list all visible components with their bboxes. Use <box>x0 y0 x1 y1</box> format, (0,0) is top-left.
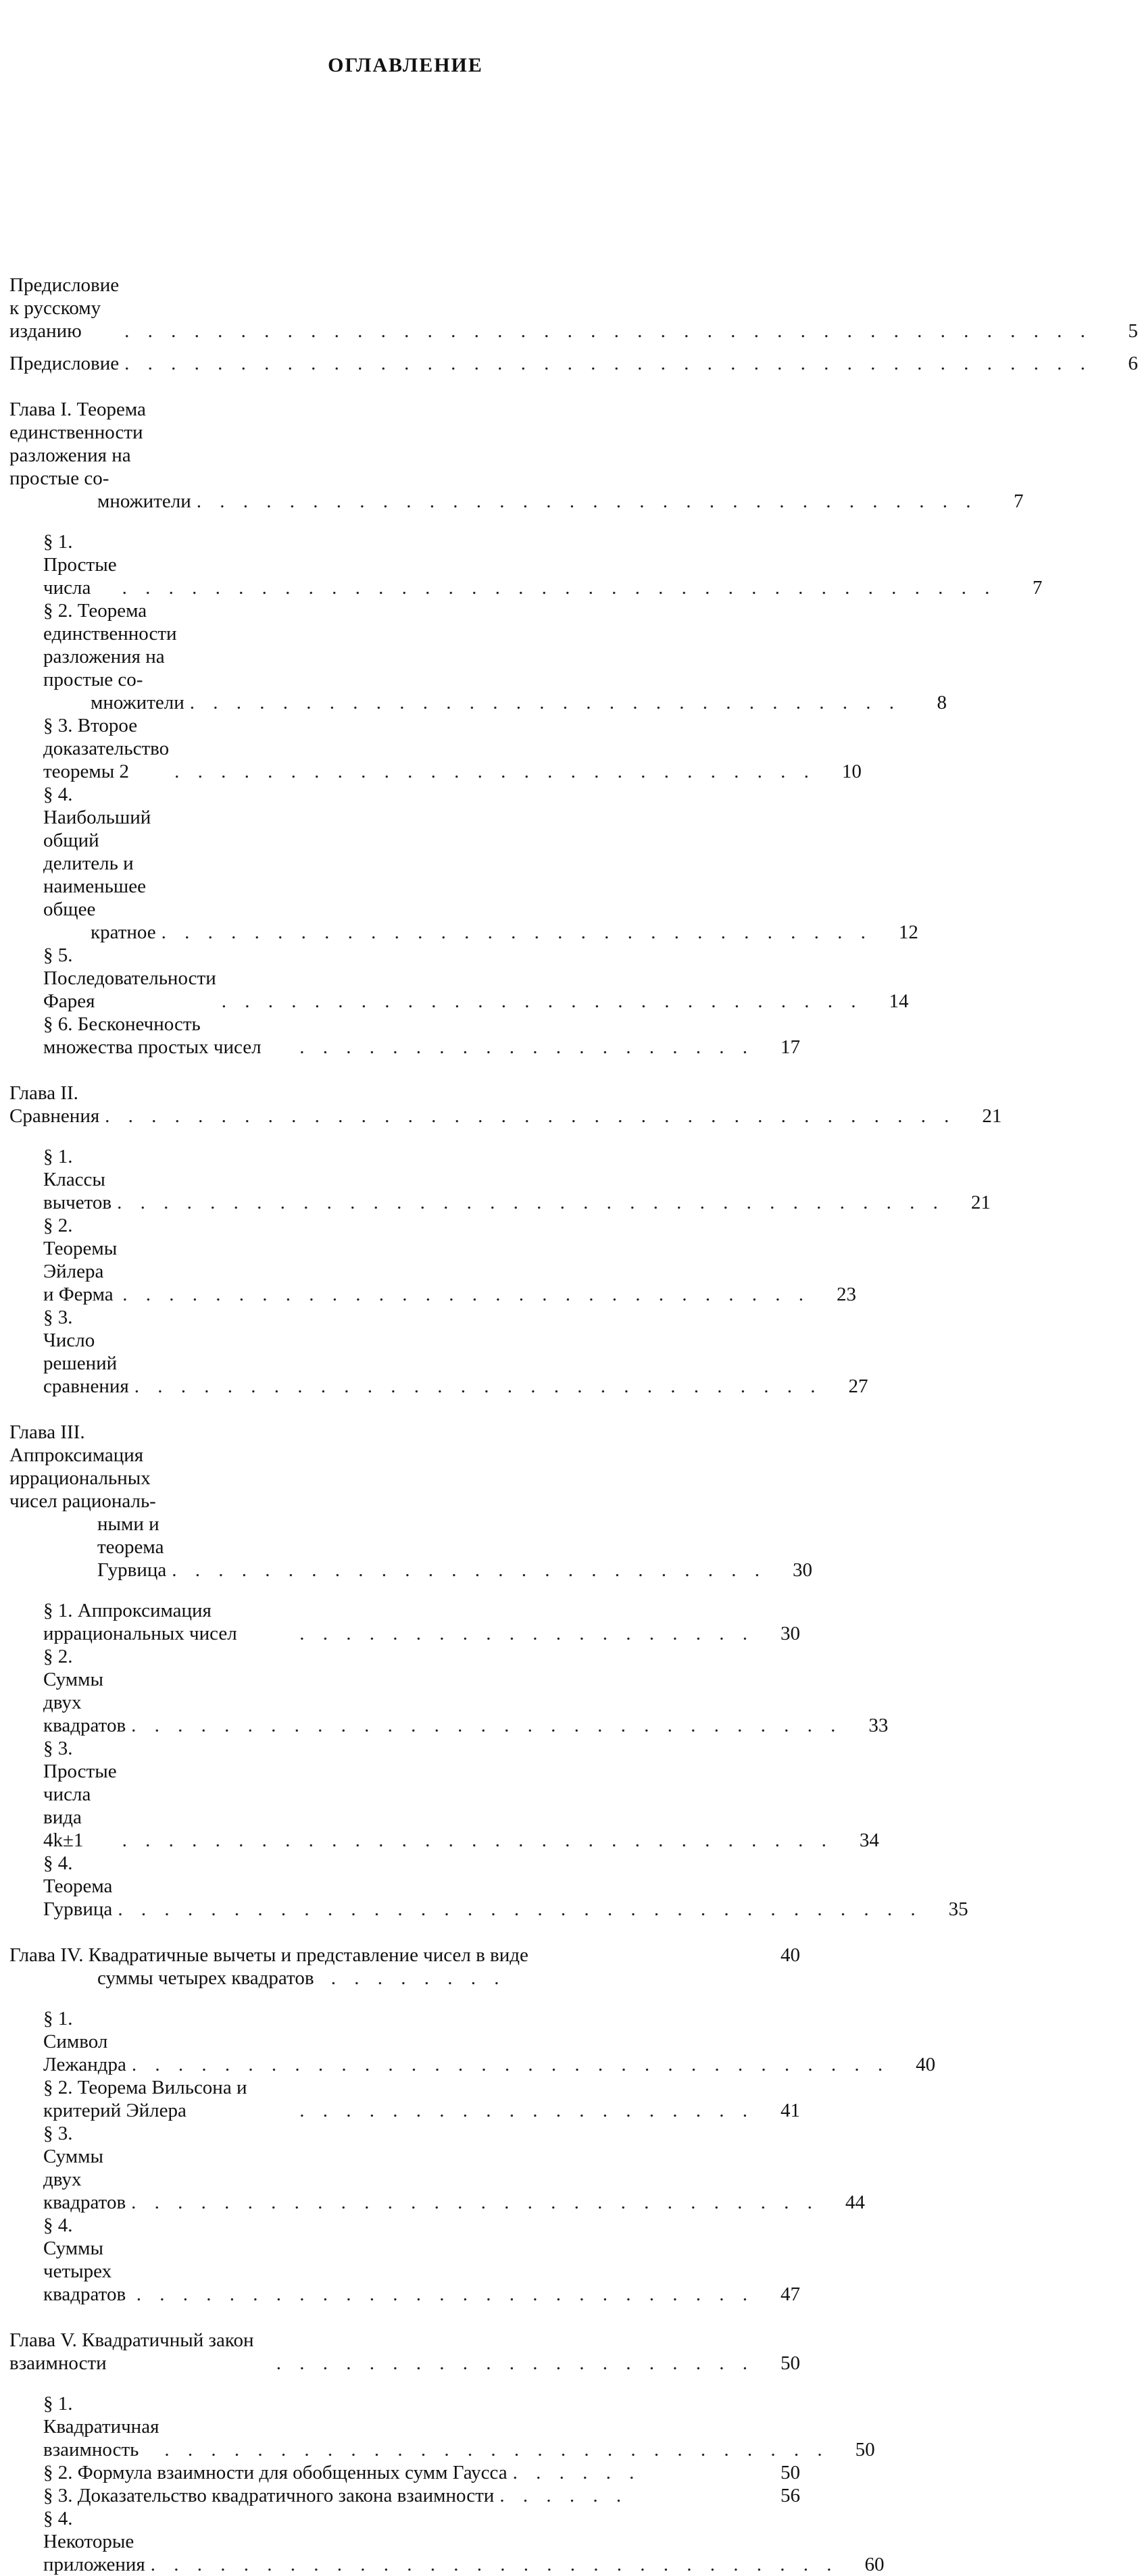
dot-leader: . . . . . . . . . . . . . . . . . . . . . . . . . . <box>172 1559 767 1581</box>
dot-leader: . . . . . . . . . . . . . . . . . . . . . . . . . . . . . . . . . . . . . . . . . . <box>124 353 1092 374</box>
toc-entry-preface <box>9 352 1138 375</box>
toc-section-5-1 <box>9 2392 875 2461</box>
toc-entry-label: § 4. Суммы четырех квадратов <box>43 2215 126 2305</box>
dot-leader: . . . . . . . . . . . . . . . . . . . . . <box>276 2352 754 2374</box>
toc-entry-page: 50 <box>781 2462 800 2483</box>
toc-section-1-6 <box>9 1013 800 1059</box>
dot-leader: . . . . . . . . . . . . . . . . . . . . . . . . . . . . . . . . . . <box>196 490 978 512</box>
toc-entry-page: 50 <box>855 2439 875 2460</box>
toc-section-5-3 <box>9 2484 800 2507</box>
toc-entry-page: 17 <box>781 1036 800 1058</box>
toc-chapter-5 <box>9 2329 800 2375</box>
toc-entry-page: 35 <box>948 1898 968 1920</box>
toc-entry-label-continued: кратное <box>91 921 156 943</box>
dot-leader: . . . . . . . . . . . . . . . . . . . . . . . . . . . . . . <box>150 2554 839 2575</box>
toc-entry-label: § 2. Теорема Вильсона и критерий Эйлера <box>43 2077 247 2121</box>
table-of-contents <box>9 274 1138 2576</box>
toc-entry-label-continued: множители <box>91 692 184 713</box>
dot-leader: . . . . . . . . . . . . . . . . . . . . . . . . . . . . . . . . . . . <box>118 1898 922 1920</box>
dot-leader: . . . . . . . . . . . . . . . . . . . . . . . . . . . . . . . <box>131 1715 843 1736</box>
toc-entry-page: 5 <box>1128 320 1138 342</box>
toc-entry-label-continued: ными и теорема Гурвица <box>97 1513 167 1581</box>
toc-entry-page: 40 <box>916 2054 936 2075</box>
dot-leader: . . . . . . . . . . . . . . . . . . . . . . . . . . . . . . <box>122 1284 810 1305</box>
toc-entry-page: 30 <box>793 1559 813 1581</box>
toc-entry-label: § 1. Символ Лежандра <box>43 2008 126 2075</box>
toc-entry-label: § 3. Простые числа вида 4k±1 <box>43 1738 117 1851</box>
dot-leader: . . . . . . . . . . . . . . . . . . . . . . . . . . . . <box>221 990 863 1012</box>
toc-entry-label: Предисловие к русскому изданию <box>9 274 120 342</box>
dot-leader: . . . . . . . . . . . . . . . . . . . . . . . . . . . . . <box>164 2439 829 2460</box>
toc-entry-label: § 2. Суммы двух квадратов <box>43 1646 126 1736</box>
dot-leader: . . . . . . . . . . . . . . . . . . . . . . . . . . . <box>136 2283 754 2305</box>
toc-entry-label: § 3. Второе доказательство теоремы 2 <box>43 715 170 782</box>
toc-entry-label-continued: суммы четырех квадратов <box>97 1967 314 1989</box>
toc-entry-page: 6 <box>1128 353 1138 374</box>
toc-entry-page: 21 <box>982 1105 1002 1127</box>
toc-section-4-2 <box>9 2076 800 2122</box>
dot-leader: . . . . . . . . . . . . . . . . . . . . . . . . . . . . . . . <box>189 692 901 713</box>
toc-entry-page: 34 <box>859 1829 879 1851</box>
toc-section-1-5 <box>9 944 909 1013</box>
toc-entry-label: § 2. Теоремы Эйлера и Ферма <box>43 1215 118 1305</box>
toc-entry-label: Глава I. Теорема единственности разложения на простые со- <box>9 399 146 489</box>
toc-entry-page: 30 <box>781 1623 800 1644</box>
toc-entry-label: § 2. Теорема единственности разложения на простые со- <box>43 600 177 690</box>
toc-chapter-2 <box>9 1082 1002 1128</box>
toc-entry-label: Предисловие <box>9 353 120 374</box>
toc-entry-page: 41 <box>781 2100 800 2121</box>
dot-leader: . . . . . . . . . . . . . . . . . . . . . . . . . . . . . . <box>131 2192 819 2213</box>
toc-chapter-4 <box>9 1944 800 1990</box>
toc-entry-page: 27 <box>848 1375 868 1397</box>
toc-entry-page: 21 <box>970 1192 991 1213</box>
toc-entry-label-continued: множители <box>97 490 191 512</box>
toc-section-5-2 <box>9 2461 800 2484</box>
toc-entry-label: § 6. Бесконечность множества простых чисел <box>43 1013 262 1058</box>
toc-entry-label: § 3. Суммы двух квадратов <box>43 2123 126 2213</box>
toc-chapter-1 <box>9 398 1024 513</box>
toc-entry-label: § 2. Формула взаимности для обобщенных сумм Гаусса <box>43 2462 508 2483</box>
dot-leader: . . . . . . . . . . . . . . . . . . . . . . . . . . . . <box>174 761 816 782</box>
page-title: ОГЛАВЛЕНИЕ <box>328 54 483 76</box>
toc-entry-page: 12 <box>898 921 918 943</box>
toc-entry-label: Глава II. Сравнения <box>9 1082 100 1127</box>
toc-entry-page: 47 <box>781 2283 800 2305</box>
toc-entry-label: Глава V. Квадратичный закон взаимности <box>9 2329 254 2374</box>
toc-entry-label: § 1. Простые числа <box>43 531 117 599</box>
toc-entry-label: § 4. Некоторые приложения <box>43 2508 145 2575</box>
dot-leader: . . . . . . . . . . . . . . . . . . . . . . . . . . . . . . . <box>161 921 872 943</box>
toc-section-1-2 <box>9 599 947 714</box>
toc-entry-page: 14 <box>889 990 909 1012</box>
dot-leader: . . . . . . <box>512 2462 641 2483</box>
dot-leader: . . . . . . . . . . . . . . . . . . . . . . . . . . . . . . <box>134 1375 822 1397</box>
toc-entry-page: 10 <box>841 761 862 782</box>
dot-leader: . . . . . . <box>499 2485 628 2506</box>
toc-entry-label: § 1. Квадратичная взаимность <box>43 2393 159 2460</box>
toc-entry-label: § 1. Аппроксимация иррациональных чисел <box>43 1600 237 1644</box>
toc-entry-label: Глава III. Аппроксимация иррациональных чисел рациональ- <box>9 1421 156 1512</box>
dot-leader: . . . . . . . . . . . . . . . . . . . . <box>299 1036 754 1058</box>
dot-leader: . . . . . . . . . . . . . . . . . . . . . . . . . . . . . . . . . <box>131 2054 890 2075</box>
dot-leader: . . . . . . . . . . . . . . . . . . . . . . . . . . . . . . . . . . . . . <box>105 1105 956 1127</box>
dot-leader: . . . . . . . . . . . . . . . . . . . . . . . . . . . . . . . . . . . . <box>117 1192 945 1213</box>
toc-entry-page: 44 <box>845 2192 865 2213</box>
dot-leader: . . . . . . . . . . . . . . . . . . . . . . . . . . . . . . . . . . . . . . <box>122 577 997 599</box>
toc-section-1-3 <box>9 714 862 783</box>
toc-section-1-4 <box>9 783 918 944</box>
toc-entry-label: § 4. Теорема Гурвица <box>43 1852 113 1920</box>
toc-chapter-3 <box>9 1421 813 1582</box>
toc-entry-label: § 3. Доказательство квадратичного закона взаимности <box>43 2485 495 2506</box>
toc-entry-label: § 5. Последовательности Фарея <box>43 944 216 1012</box>
toc-section-2-3 <box>9 1306 868 1398</box>
toc-entry-page: 23 <box>836 1284 856 1305</box>
toc-entry-page: 33 <box>868 1715 889 1736</box>
toc-section-3-3 <box>9 1737 879 1852</box>
toc-section-4-4 <box>9 2214 800 2306</box>
toc-entry-label: § 3. Число решений сравнения <box>43 1307 129 1397</box>
toc-entry-label: § 1. Классы вычетов <box>43 1146 112 1213</box>
toc-entry-label: Глава IV. Квадратичные вычеты и представление чисел в виде <box>9 1944 528 1966</box>
toc-section-4-3 <box>9 2122 865 2214</box>
toc-section-2-1 <box>9 1145 991 1214</box>
toc-entry-page: 7 <box>1014 490 1024 512</box>
toc-entry-page: 40 <box>781 1944 800 1966</box>
toc-entry-label: § 4. Наибольший общий делитель и наименьшее общее <box>43 784 151 920</box>
toc-section-3-1 <box>9 1599 800 1645</box>
toc-entry-preface-ru <box>9 274 1138 343</box>
toc-entry-page: 60 <box>864 2554 885 2575</box>
toc-entry-page: 50 <box>781 2352 800 2374</box>
dot-leader: . . . . . . . . <box>319 1967 506 1989</box>
dot-leader: . . . . . . . . . . . . . . . . . . . . <box>299 2100 754 2121</box>
dot-leader: . . . . . . . . . . . . . . . . . . . . . . . . . . . . . . . . . . . . . . . . . . <box>124 320 1092 342</box>
toc-section-5-4 <box>9 2507 885 2576</box>
toc-entry-page: 8 <box>937 692 947 713</box>
toc-section-2-2 <box>9 1214 856 1306</box>
dot-leader: . . . . . . . . . . . . . . . . . . . . . . . . . . . . . . . <box>122 1829 833 1851</box>
toc-section-3-2 <box>9 1645 889 1737</box>
toc-section-1-1 <box>9 530 1043 599</box>
toc-entry-page: 56 <box>781 2485 800 2506</box>
dot-leader: . . . . . . . . . . . . . . . . . . . . <box>299 1623 754 1644</box>
toc-section-4-1 <box>9 2007 936 2076</box>
toc-entry-page: 7 <box>1032 577 1043 599</box>
toc-section-3-4 <box>9 1852 968 1921</box>
